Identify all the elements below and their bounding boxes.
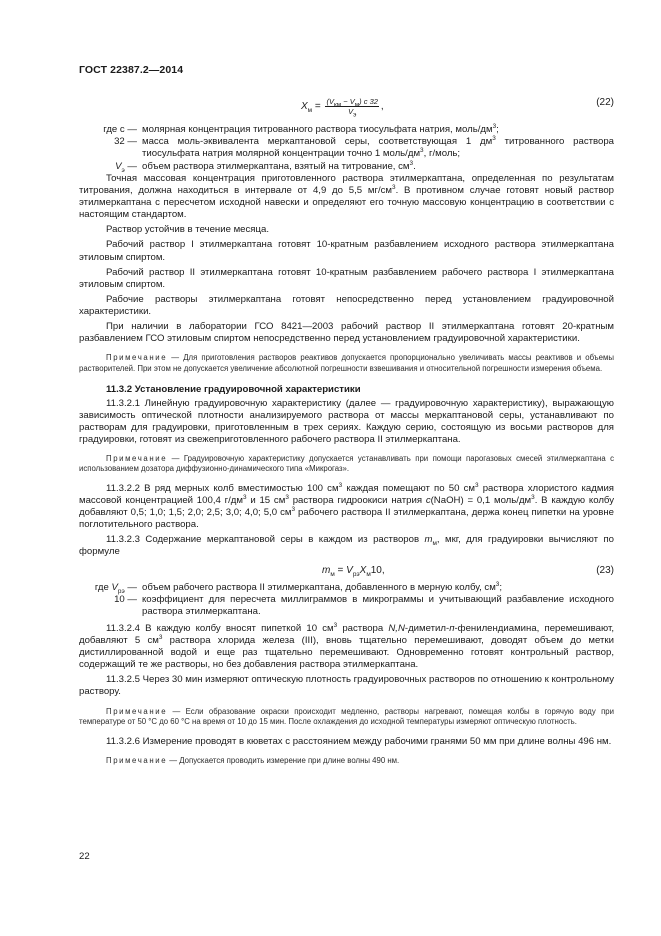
paragraph-working-solutions-timing: Рабочие растворы этилмеркаптана готовят непосредственно перед установлением градуировочной характеристики. bbox=[79, 293, 614, 318]
document-header: ГОСТ 22387.2—2014 bbox=[79, 64, 184, 76]
paragraph-concentration: Точная массовая концентрация приготовленного раствора этилмеркаптана, определенная по результатам титрования, должна находиться в интервале от 4,9 до 5,5 $мг/см^3$. В противном случае готовят новый раствор этилмеркаптана с пересчетом исходной навески и определяют его точную массовую концентрацию в соответствии с настоящим стандартом. bbox=[79, 172, 614, 221]
paragraph-11-3-2-2: 11.3.2.2 В ряд мерных колб вместимостью 100 $см^3$ каждая помещают по 50 $см^3$ раствора хлористого кадмия массовой концентрацией 100,4 $г/дм^3$ и 15 $см^3$ раствора гидроокиси натрия c(NaOH) = 0,1 моль/$дм^3$. В каждую колбу добавляют 0,5; 1,0; 1,5; 2,0; 2,5; 3,0; 4,0; 5,0 $см^3$ рабочего раствора II этилмеркаптана, держа конец пипетки на уровне поглотительного раствора. bbox=[79, 481, 615, 531]
paragraph-11-3-2-1: 11.3.2.1 Линейную градуировочную характеристику (далее — градуировочную характеристику), выражающую зависимость оптической плотности анализируемого раствора от массы меркаптановой серы, устанавливают по растворам для градуировки, приготовленным в трех сериях. Каждую серию, состоящую из восьми растворов для градуировки, готовят из свежеприготовленного рабочего раствора II этилмеркаптана. bbox=[79, 397, 614, 446]
equation-number-23: (23) bbox=[596, 565, 614, 577]
note-calibration: Примечание — Градуировочную характеристику допускается устанавливать при помощи парогазовых смесей этилмеркаптана с использованием дозатора диффузионно-динамического типа «Микрогаз». bbox=[79, 453, 614, 474]
note-reagents: Примечание — Для приготовления растворов реактивов допускается пропорционально увеличивать массы реактивов и объемы растворителей. При этом не допускается увеличение абсолютной погрешности взвешивания и относительной погрешности измерения объема. bbox=[79, 353, 614, 374]
definition-32: 32 — масса моль-эквивалента меркаптановой серы, соответствующая 1 $дм^3$ титрованного раствора тиосульфата натрия молярной концентрации точно 1 моль/$дм^3$, г/моль; bbox=[114, 135, 615, 160]
formula-23-expression: $m_м = V_{рэ}X_м10$, bbox=[322, 565, 385, 579]
paragraph-11-3-2-4: 11.3.2.4 В каждую колбу вносят пипеткой 10 $см^3$ раствора N,N-диметил-п-фенилендиамина, перемешивают, добавляют 5 $см^3$ раствора хлорида железа (III), вновь тщательно перемешивают, доводят объем до метки дистиллированной водой и еще раз тщательно перемешивают. Одновременно готовят контрольный раствор, содержащий те же растворы, но без добавления раствора этилмеркаптана. bbox=[79, 621, 614, 671]
paragraph-working-solution-1: Рабочий раствор I этилмеркаптана готовят 10-кратным разбавлением исходного раствора этилмеркаптана этиловым спиртом. bbox=[79, 239, 614, 263]
page-content bbox=[79, 88, 614, 767]
note-color-formation: Примечание — Если образование окраски происходит медленно, растворы нагревают, помещая колбы в горячую воду при температуре от 50 °С до 60 °С на время от 10 до 15 мин. После охлаждения до исходной температуры измеряют оптическую плотность. bbox=[79, 706, 614, 727]
formula-22-fraction: $\frac{(V_{км} - V_м) c 32}{V_э}$ bbox=[326, 97, 378, 119]
paragraph-working-solution-2: Рабочий раствор II этилмеркаптана готовят 10-кратным разбавлением рабочего раствора I этилмеркаптана этиловым спиртом. bbox=[79, 266, 614, 290]
formula-23 bbox=[79, 562, 614, 582]
paragraph-11-3-2-6: 11.3.2.6 Измерение проводят в кюветах с расстоянием между рабочими гранями 50 мм при длине волны 496 нм. bbox=[106, 735, 612, 747]
formula-22 bbox=[79, 88, 614, 124]
paragraph-11-3-2-5: 11.3.2.5 Через 30 мин измеряют оптическую плотность градуировочных растворов по отношению к контрольному раствору. bbox=[79, 674, 614, 698]
paragraph-11-3-2-3: 11.3.2.3 Содержание меркаптановой серы в каждом из растворов $m_м$, мкг, для градуировки вычисляют по формуле bbox=[79, 533, 614, 557]
paragraph-stability: Раствор устойчив в течение месяца. bbox=[106, 224, 269, 236]
section-heading-11-3-2: 11.3.2 Установление градуировочной характеристики bbox=[106, 383, 361, 395]
definition-c: где c — молярная концентрация титрованного раствора тиосульфата натрия, моль/$дм^3$; bbox=[103, 122, 499, 135]
equation-number-22: (22) bbox=[596, 97, 614, 108]
paragraph-gso: При наличии в лаборатории ГСО 8421—2003 рабочий раствор II этилмеркаптана готовят 20-кратным разбавлением ГСО этиловым спиртом непосредственно перед установлением градуировочной характеристики. bbox=[79, 321, 614, 345]
definition-10: 10 — коэффициент для пересчета миллиграммов в микрограммы и учитывающий разбавление исходного раствора этилмеркаптана. bbox=[114, 594, 614, 618]
note-wavelength: Примечание — Допускается проводить измерение при длине волны 490 нм. bbox=[106, 756, 400, 766]
page-number: 22 bbox=[79, 851, 90, 862]
formula-22-expression: $X_м$ = $\frac{(V_{км} - V_м) c 32}{V_э}$ , bbox=[301, 97, 384, 119]
definition-ve: $V_э$ — объем раствора этилмеркаптана, взятый на титрование, $см^3$. bbox=[115, 159, 416, 174]
definition-vre: где $V_{рэ}$ — объем рабочего раствора II этилмеркаптана, добавленного в мерную колбу, $см^3$; bbox=[94, 580, 503, 595]
